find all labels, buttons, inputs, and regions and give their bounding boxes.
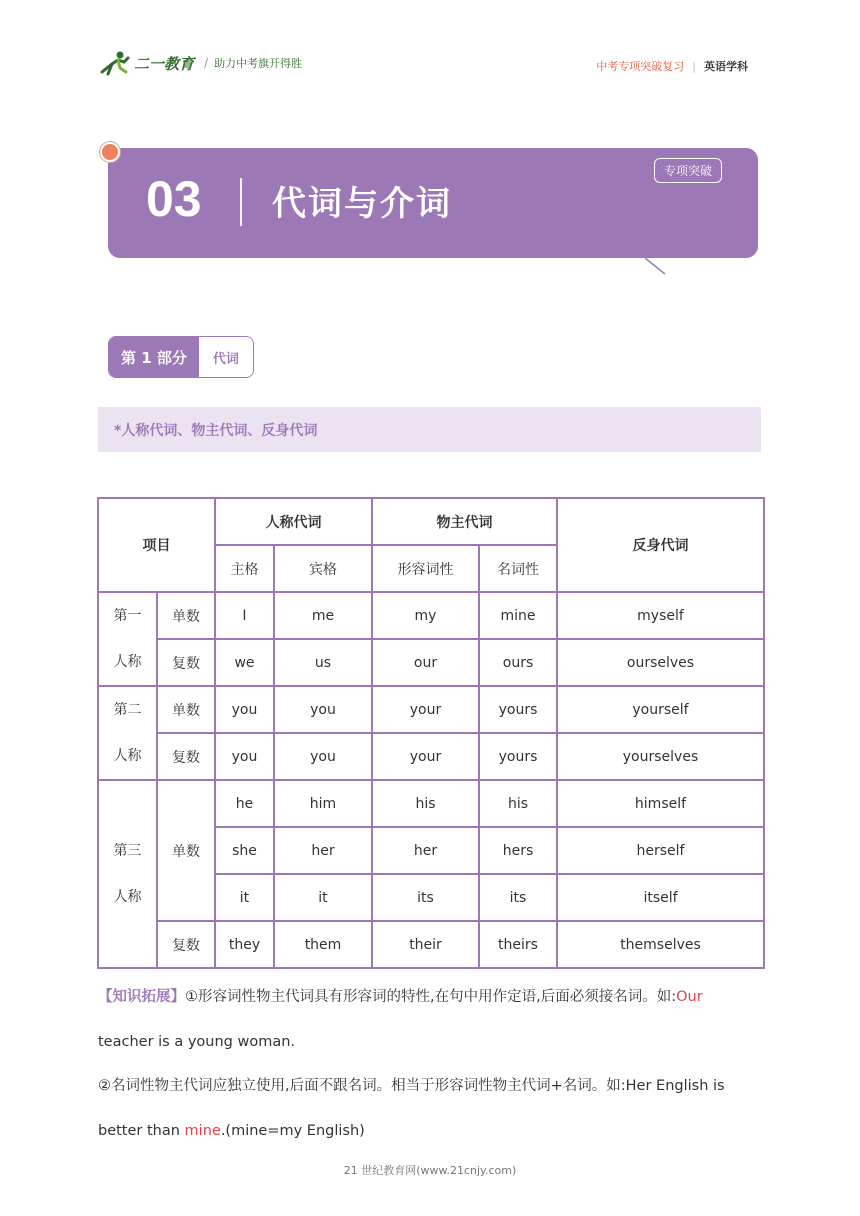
table-cell: yourself <box>557 686 764 733</box>
number-cell: 单数 <box>157 592 215 639</box>
divider: / <box>204 56 209 70</box>
table-cell: ourselves <box>557 639 764 686</box>
runner-logo-icon <box>98 50 132 76</box>
table-cell: us <box>274 639 372 686</box>
page-footer: 21 世纪教育网(www.21cnjy.com) <box>343 1164 517 1177</box>
page-header <box>98 44 762 84</box>
table-cell: mine <box>479 592 557 639</box>
decorative-dot-icon <box>100 142 120 162</box>
section-number: 第 1 部分 <box>109 337 199 377</box>
badge: 专项突破 <box>654 158 722 183</box>
chapter-banner <box>108 148 758 258</box>
table-cell: themselves <box>557 921 764 968</box>
logo-text: 二一教育 <box>134 54 195 73</box>
table-cell: it <box>274 874 372 921</box>
table-cell: you <box>215 686 274 733</box>
table-cell: I <box>215 592 274 639</box>
table-cell: him <box>274 780 372 827</box>
number-cell: 单数 <box>157 686 215 733</box>
logo <box>98 50 302 76</box>
table-cell: yours <box>479 733 557 780</box>
table-cell: they <box>215 921 274 968</box>
note-tag: 【知识拓展】 <box>98 989 185 1005</box>
table-row <box>98 686 764 733</box>
highlight-word: Our <box>676 989 703 1005</box>
table-cell: your <box>372 686 479 733</box>
table-cell: theirs <box>479 921 557 968</box>
person-second: 第二 人称 <box>98 686 157 780</box>
note-text: ①形容词性物主代词具有形容词的特性,在句中用作定语,后面必须接名词。如: <box>185 989 677 1005</box>
table-cell: you <box>274 686 372 733</box>
number-cell: 单数 <box>157 780 215 921</box>
header-topic: 中考专项突破复习 <box>596 60 685 73</box>
header-right <box>596 58 748 74</box>
header-personal: 人称代词 <box>215 498 372 545</box>
table-cell: himself <box>557 780 764 827</box>
subtitle-bar <box>98 407 761 452</box>
header-item: 项目 <box>98 498 215 592</box>
chapter-title: 代词与介词 <box>272 184 452 224</box>
table-cell: its <box>479 874 557 921</box>
section-name: 代词 <box>199 337 253 377</box>
header-nominal: 名词性 <box>479 545 557 592</box>
highlight-word: mine <box>184 1122 221 1139</box>
table-cell: them <box>274 921 372 968</box>
table-cell: ours <box>479 639 557 686</box>
person-first: 第一 人称 <box>98 592 157 686</box>
header-adjectival: 形容词性 <box>372 545 479 592</box>
table-cell: my <box>372 592 479 639</box>
knowledge-notes <box>98 975 762 1153</box>
table-cell: her <box>274 827 372 874</box>
number-cell: 复数 <box>157 639 215 686</box>
table-cell: she <box>215 827 274 874</box>
table-row <box>98 592 764 639</box>
subtitle: *人称代词、物主代词、反身代词 <box>114 423 318 439</box>
table-cell: his <box>479 780 557 827</box>
table-cell: hers <box>479 827 557 874</box>
number-cell: 复数 <box>157 921 215 968</box>
table-cell: herself <box>557 827 764 874</box>
table-header-row <box>98 498 764 545</box>
table-cell: it <box>215 874 274 921</box>
note-text: ②名词性物主代词应独立使用,后面不跟名词。相当于形容词性物主代词+名词。如:Her English is better than <box>98 1078 725 1139</box>
slogan: 助力中考旗开得胜 <box>214 57 303 70</box>
header-object-case: 宾格 <box>274 545 372 592</box>
table-cell: your <box>372 733 479 780</box>
table-cell: you <box>274 733 372 780</box>
note-text: teacher is a young woman. <box>98 1033 296 1050</box>
chapter-number: 03 <box>146 171 202 227</box>
table-cell: their <box>372 921 479 968</box>
table-row <box>98 921 764 968</box>
note-text: .(mine=my English) <box>220 1122 365 1139</box>
note-paragraph-1 <box>98 975 762 1064</box>
table-cell: me <box>274 592 372 639</box>
table-cell: our <box>372 639 479 686</box>
divider <box>240 178 242 226</box>
table-cell: its <box>372 874 479 921</box>
table-row <box>98 639 764 686</box>
banner-tail-icon <box>645 258 669 276</box>
table-cell: yours <box>479 686 557 733</box>
table-cell: myself <box>557 592 764 639</box>
table-row <box>98 780 764 827</box>
table-cell: her <box>372 827 479 874</box>
section-tag <box>108 336 254 378</box>
table-row <box>98 733 764 780</box>
table-cell: itself <box>557 874 764 921</box>
number-cell: 复数 <box>157 733 215 780</box>
pronoun-table <box>97 497 765 969</box>
table-cell: you <box>215 733 274 780</box>
table-cell: yourselves <box>557 733 764 780</box>
table-cell: he <box>215 780 274 827</box>
note-paragraph-2 <box>98 1064 762 1153</box>
table-cell: his <box>372 780 479 827</box>
header-reflexive: 反身代词 <box>557 498 764 592</box>
table-cell: we <box>215 639 274 686</box>
header-possessive: 物主代词 <box>372 498 557 545</box>
header-subject: 英语学科 <box>704 60 748 73</box>
header-subject-case: 主格 <box>215 545 274 592</box>
person-third: 第三 人称 <box>98 780 157 968</box>
divider: | <box>692 59 696 73</box>
